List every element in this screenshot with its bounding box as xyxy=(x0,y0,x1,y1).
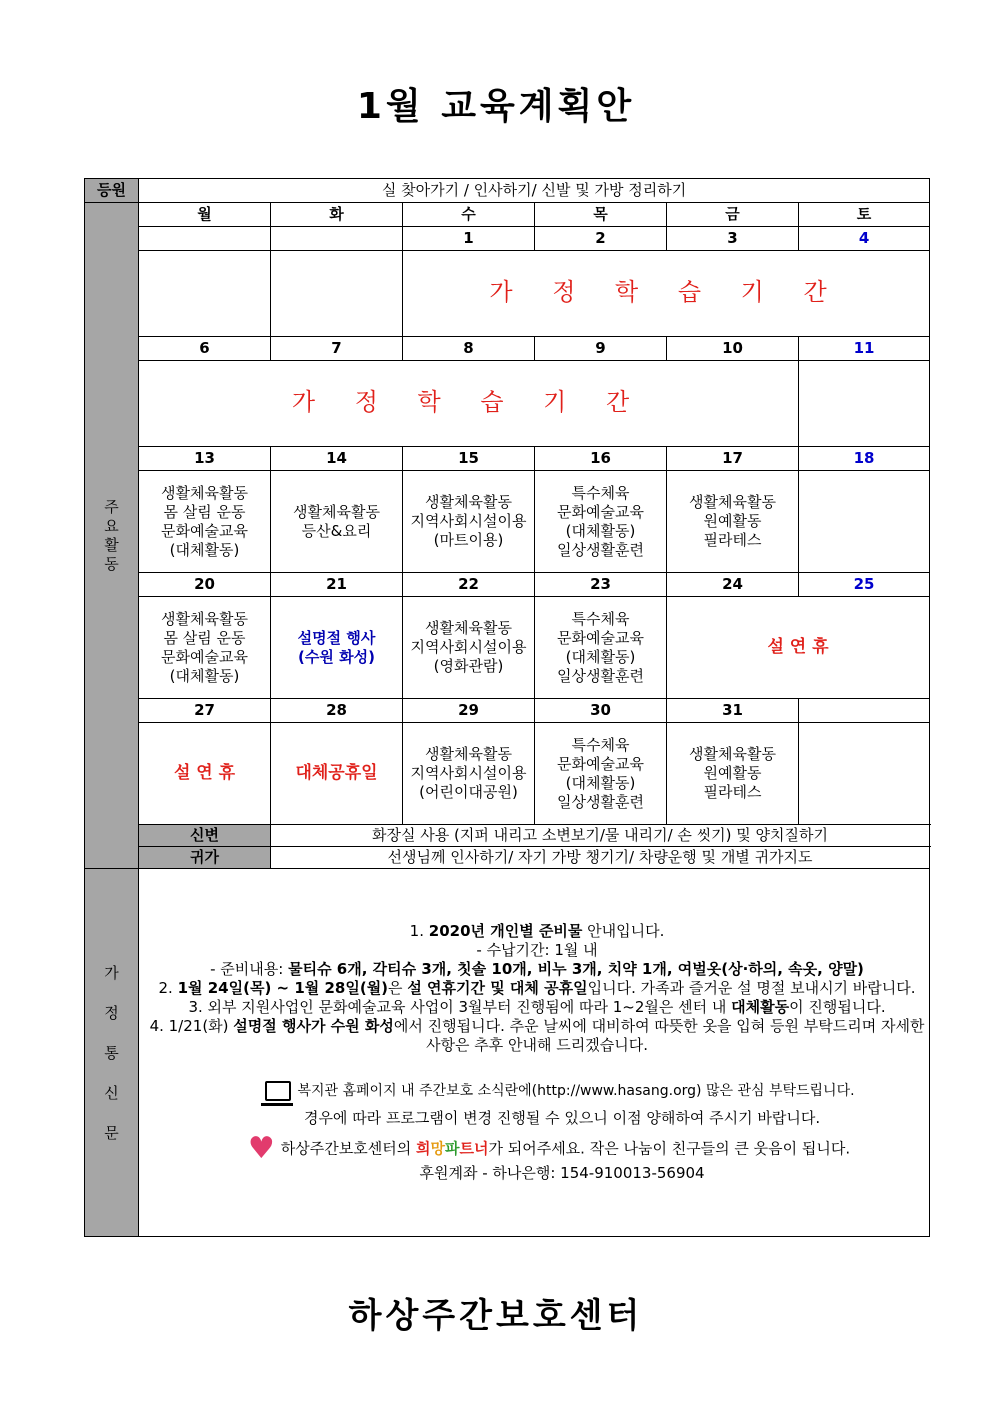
program-change-notice: 경우에 따라 프로그램이 변경 진행될 수 있으니 이점 양해하여 주시기 바랍니다. xyxy=(303,1109,821,1127)
date-cell: 17 xyxy=(667,447,799,471)
date-cell xyxy=(271,227,403,251)
activity-cell xyxy=(799,723,930,825)
date-cell: 24 xyxy=(667,573,799,597)
notice-1-items: - 준비내용: 물티슈 6개, 각티슈 3개, 칫솔 10개, 비누 3개, 치약 1개, 여벌옷(상·하의, 속옷, 양말) xyxy=(210,960,864,978)
partner-notice: ♥ 하상주간보호센터의 희망파트너가 되어주세요. 작은 나눔이 친구들의 큰 웃음이 됩니다. xyxy=(247,1131,851,1166)
activity-cell: 생활체육활동 원예활동 필라테스 xyxy=(667,471,799,573)
activity-cell: 생활체육활동 등산&요리 xyxy=(271,471,403,573)
notice-4: 4. 1/21(화) 설명절 행사가 수원 화성에서 진행됩니다. 추운 날씨에 대비하여 따뜻한 옷을 입혀 등원 부탁드리며 자세한 사항은 추후 안내해 드리겠습니다. xyxy=(149,1017,925,1054)
date-cell: 16 xyxy=(535,447,667,471)
newsletter-label: 가 정 통 신 문 xyxy=(85,869,139,1237)
date-cell: 20 xyxy=(139,573,271,597)
donation-account: 후원계좌 - 하나은행: 154-910013-56904 xyxy=(419,1164,705,1182)
home-study-period: 가 정 학 습 기 간 xyxy=(403,251,930,337)
weekday-fri: 금 xyxy=(667,203,799,227)
heart-icon: ♥ xyxy=(247,1131,275,1166)
computer-icon xyxy=(265,1081,291,1101)
date-cell xyxy=(139,227,271,251)
activities-label: 주 요 활 동 xyxy=(85,203,139,869)
date-cell: 2 xyxy=(535,227,667,251)
event-cell: 설명절 행사 (수원 화성) xyxy=(271,597,403,699)
home-study-period: 가 정 학 습 기 간 xyxy=(139,361,799,447)
page-title: 1월 교육계획안 xyxy=(356,86,636,127)
weekday-wed: 수 xyxy=(403,203,535,227)
newsletter-body xyxy=(139,869,930,1237)
activity-cell xyxy=(799,471,930,573)
arrival-label: 등원 xyxy=(85,179,139,203)
holiday-cell: 대체공휴일 xyxy=(271,723,403,825)
arrival-text: 실 찾아가기 / 인사하기/ 신발 및 가방 정리하기 xyxy=(139,179,930,203)
date-cell: 11 xyxy=(799,337,930,361)
date-cell: 30 xyxy=(535,699,667,723)
activity-cell: 특수체육 문화예술교육 (대체활동) 일상생활훈련 xyxy=(535,723,667,825)
date-cell: 21 xyxy=(271,573,403,597)
date-cell: 8 xyxy=(403,337,535,361)
activity-cell: 생활체육활동 지역사회시설이용 (영화관람) xyxy=(403,597,535,699)
date-cell: 7 xyxy=(271,337,403,361)
activity-cell xyxy=(139,251,271,337)
notice-1-period: - 수납기간: 1월 내 xyxy=(476,941,598,959)
notice-1: 1. 2020년 개인별 준비물 안내입니다. xyxy=(409,922,665,940)
activity-cell xyxy=(271,251,403,337)
date-cell: 28 xyxy=(271,699,403,723)
going-home-text: 선생님께 인사하기/ 자기 가방 챙기기/ 차량운행 및 개별 귀가지도 xyxy=(271,847,930,869)
homepage-notice: 복지관 홈페이지 내 주간보호 소식란에(http://www.hasang.org) 많은 관심 부탁드립니다. xyxy=(139,1081,929,1101)
date-cell xyxy=(799,699,930,723)
date-cell: 27 xyxy=(139,699,271,723)
date-cell: 15 xyxy=(403,447,535,471)
date-cell: 10 xyxy=(667,337,799,361)
date-cell: 13 xyxy=(139,447,271,471)
activity-cell: 특수체육 문화예술교육 (대체활동) 일상생활훈련 xyxy=(535,597,667,699)
notice-2: 2. 1월 24일(목) ~ 1월 28일(월)은 설 연휴기간 및 대체 공휴일입니다. 가족과 즐거운 설 명절 보내시기 바랍니다. xyxy=(158,979,916,997)
activity-cell: 생활체육활동 지역사회시설이용 (마트이용) xyxy=(403,471,535,573)
date-cell: 23 xyxy=(535,573,667,597)
holiday-cell: 설 연 휴 xyxy=(667,597,930,699)
activity-cell: 생활체육활동 지역사회시설이용 (어린이대공원) xyxy=(403,723,535,825)
date-cell: 3 xyxy=(667,227,799,251)
weekday-tue: 화 xyxy=(271,203,403,227)
homepage-link[interactable]: http://www.hasang.org xyxy=(537,1083,697,1099)
going-home-label: 귀가 xyxy=(139,847,271,869)
notice-3: 3. 외부 지원사업인 문화예술교육 사업이 3월부터 진행됨에 따라 1~2월은 센터 내 대체활동이 진행됩니다. xyxy=(188,998,886,1016)
hygiene-text: 화장실 사용 (지퍼 내리고 소변보기/물 내리기/ 손 씻기) 및 양치질하기 xyxy=(271,825,930,847)
date-cell: 29 xyxy=(403,699,535,723)
center-name: 하상주간보호센터 xyxy=(348,1296,644,1336)
activity-cell: 생활체육활동 원예활동 필라테스 xyxy=(667,723,799,825)
date-cell: 1 xyxy=(403,227,535,251)
date-cell: 18 xyxy=(799,447,930,471)
date-cell: 14 xyxy=(271,447,403,471)
date-cell: 4 xyxy=(799,227,930,251)
date-cell: 6 xyxy=(139,337,271,361)
date-cell: 9 xyxy=(535,337,667,361)
weekday-thu: 목 xyxy=(535,203,667,227)
weekday-mon: 월 xyxy=(139,203,271,227)
date-cell: 31 xyxy=(667,699,799,723)
activity-cell xyxy=(799,361,930,447)
activity-cell: 생활체육활동 몸 살림 운동 문화예술교육 (대체활동) xyxy=(139,597,271,699)
holiday-cell: 설 연 휴 xyxy=(139,723,271,825)
hygiene-label: 신변 xyxy=(139,825,271,847)
weekday-sat: 토 xyxy=(799,203,930,227)
activity-cell: 생활체육활동 몸 살림 운동 문화예술교육 (대체활동) xyxy=(139,471,271,573)
activity-cell: 특수체육 문화예술교육 (대체활동) 일상생활훈련 xyxy=(535,471,667,573)
date-cell: 25 xyxy=(799,573,930,597)
schedule-table xyxy=(84,178,930,1237)
date-cell: 22 xyxy=(403,573,535,597)
